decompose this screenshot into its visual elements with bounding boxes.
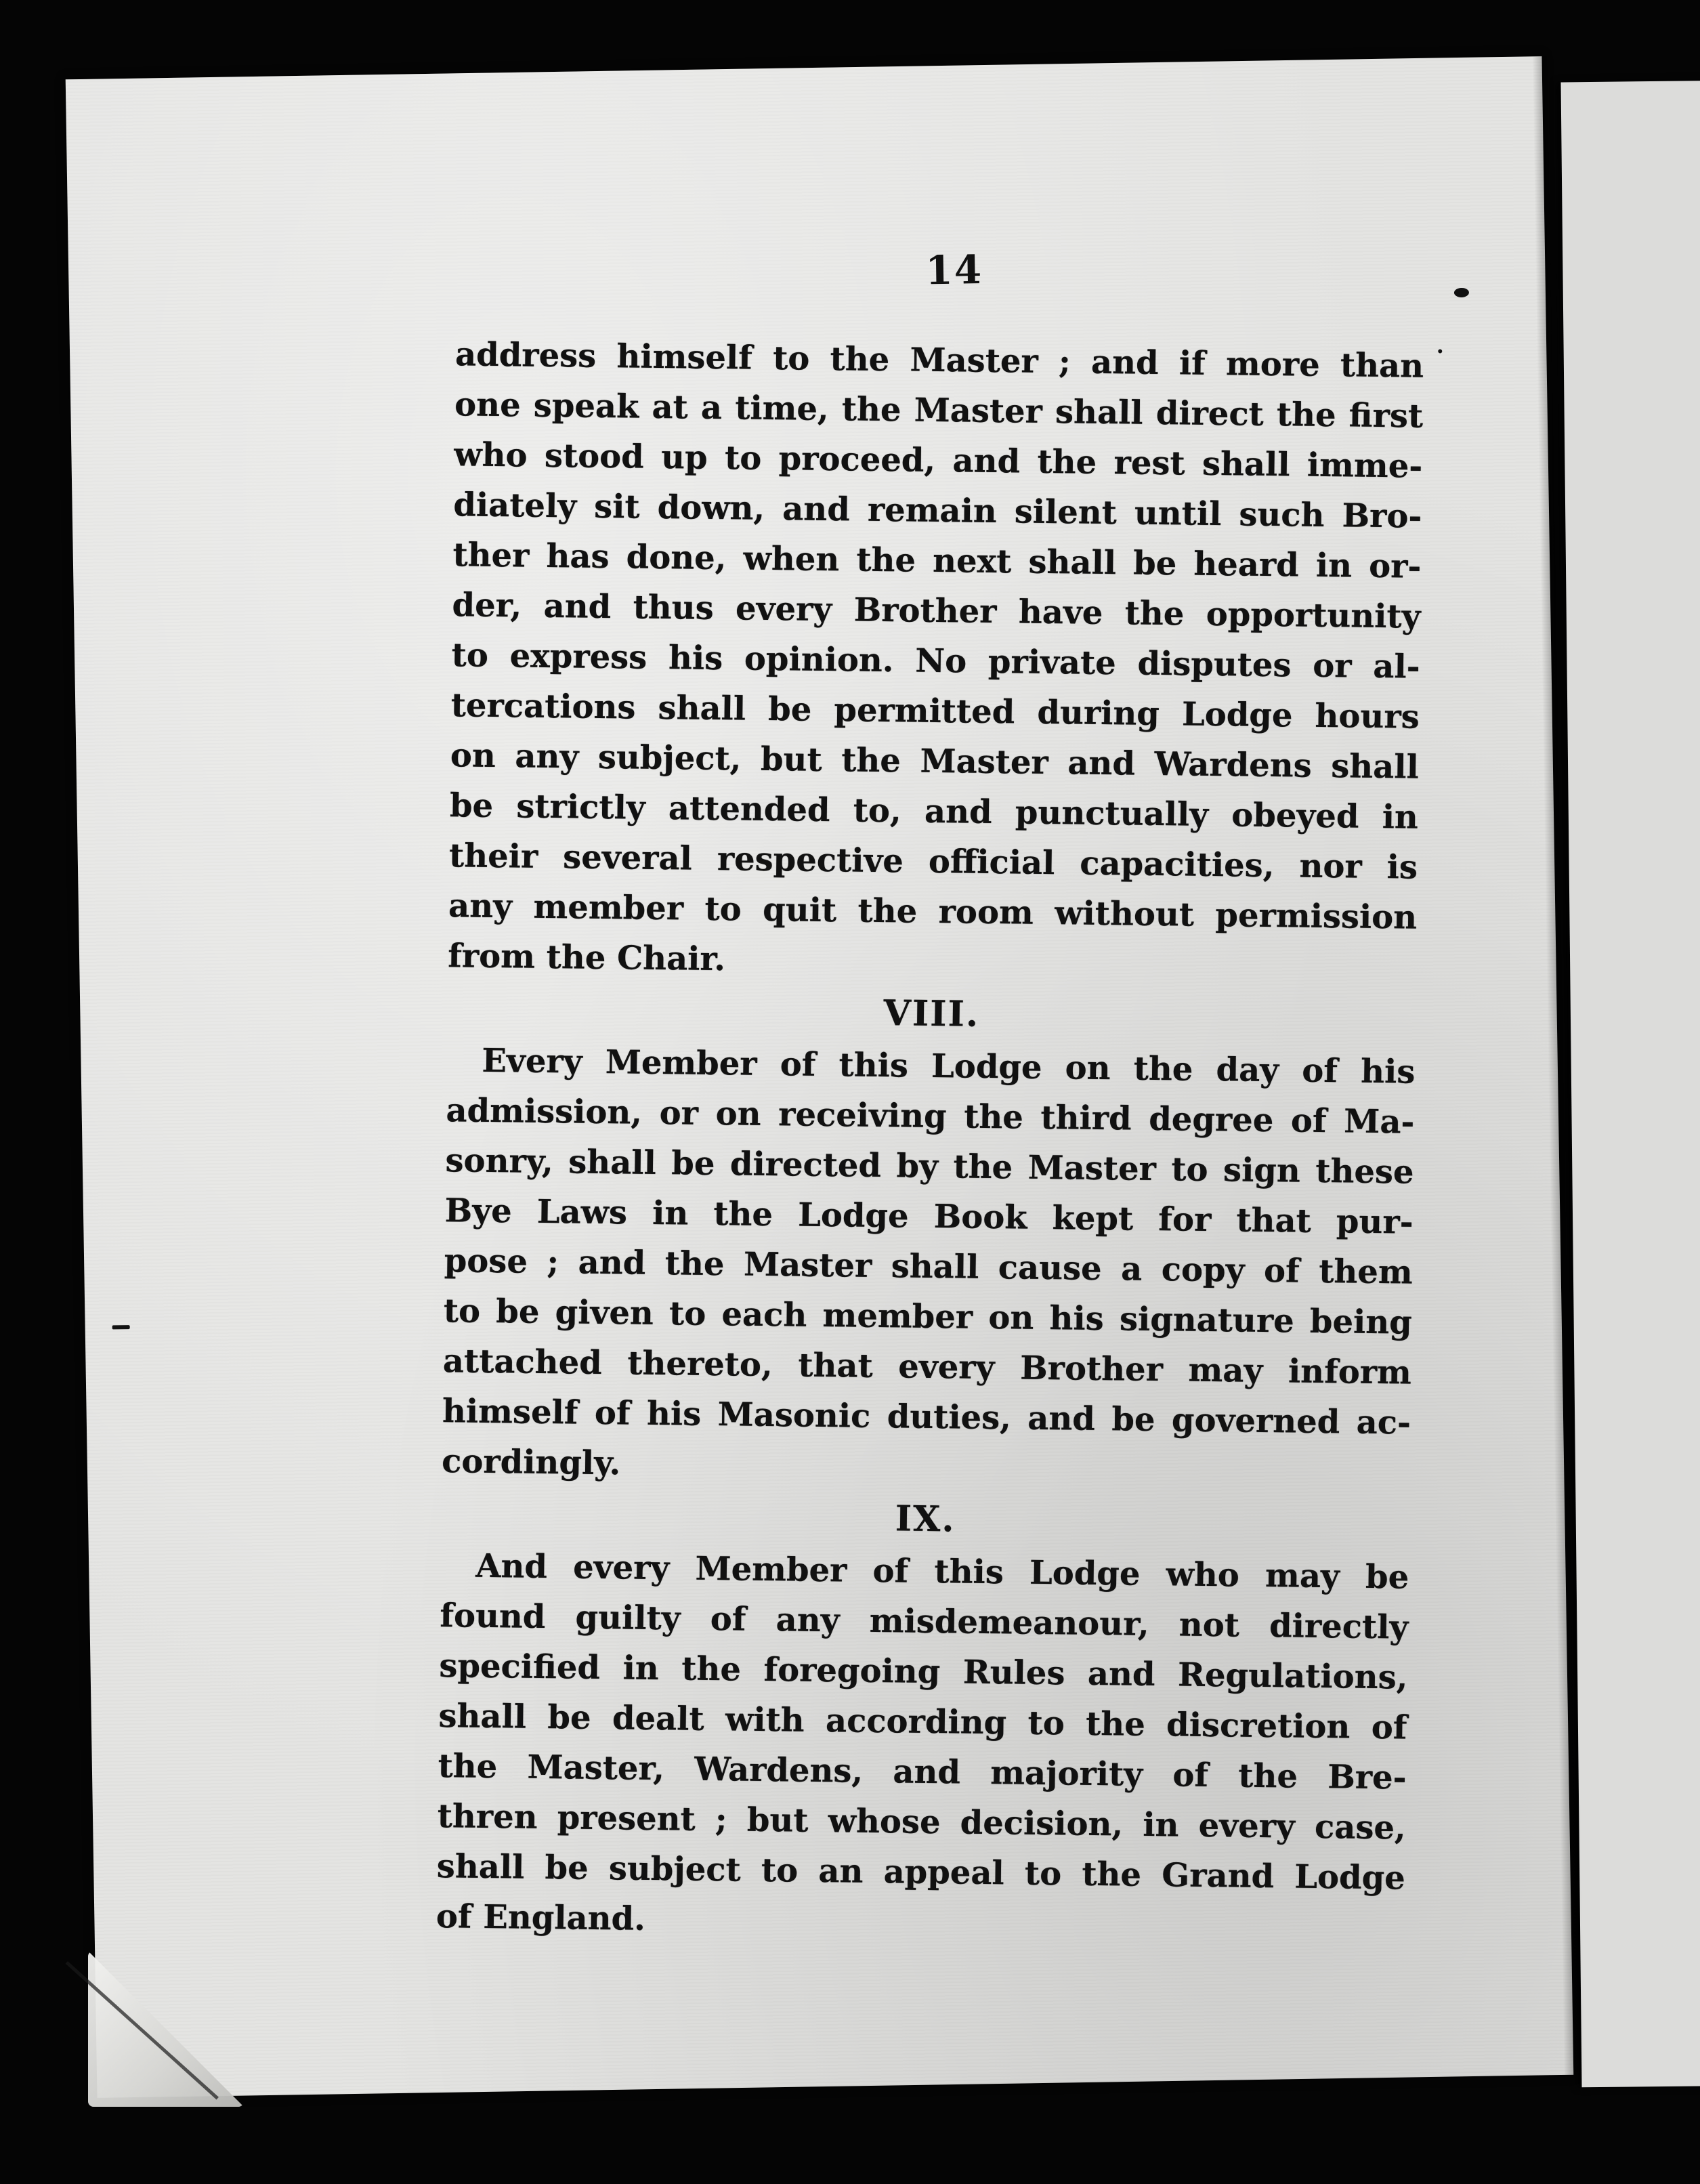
text-line: on any subject, but the Master and Wardens shall [450, 736, 1420, 786]
text-line: any member to quit the room without permission [448, 887, 1418, 937]
text-line: address himself to the Master ; and if more than [454, 335, 1424, 385]
text-line: their several respective official capacities, nor is [448, 837, 1418, 887]
section-heading-viii: VIII. [883, 992, 980, 1035]
text-line: who stood up to proceed, and the rest shall imme- [453, 436, 1423, 486]
text-line: pose ; and the Master shall cause a copy of them [444, 1242, 1414, 1292]
text-line: Bye Laws in the Lodge Book kept for that pur- [444, 1192, 1414, 1242]
text-line: cordingly. [441, 1442, 621, 1483]
text-line: to express his opinion. No private disputes or al- [451, 636, 1420, 686]
ink-speck [112, 1325, 130, 1329]
text-line: thren present ; but whose decision, in every case, [437, 1797, 1407, 1847]
ink-speck [1454, 288, 1469, 297]
text-line: himself of his Masonic duties, and be governed ac- [442, 1392, 1411, 1442]
text-line: from the Chair. [447, 937, 726, 979]
text-line: sonry, shall be directed by the Master to sign these [445, 1141, 1414, 1192]
page-body-text [436, 329, 1424, 1953]
text-line: tercations shall be permitted during Lodge hours [450, 686, 1420, 736]
text-line: admission, or on receiving the third degree of Ma- [446, 1091, 1415, 1141]
text-line: Every Member of this Lodge on the day of his [482, 1041, 1416, 1091]
text-line: be strictly attended to, and punctually obeyed in [449, 786, 1419, 837]
text-line: shall be subject to an appeal to the Grand Lodge [436, 1847, 1406, 1897]
text-line: found guilty of any misdemeanour, not directly [440, 1597, 1409, 1647]
text-line: the Master, Wardens, and majority of the Bre- [438, 1747, 1407, 1797]
text-line: ther has done, when the next shall be heard in or- [452, 536, 1422, 586]
ink-speck [1438, 349, 1442, 353]
text-line: to be given to each member on his signature being [443, 1292, 1413, 1342]
text-line: der, and thus every Brother have the opportunity [452, 586, 1421, 636]
text-line: diately sit down, and remain silent until such Bro- [453, 486, 1422, 536]
section-heading-ix: IX. [895, 1498, 956, 1540]
adjacent-page-edge [1561, 81, 1700, 2088]
text-line: one speak at a time, the Master shall direct the first [454, 385, 1424, 436]
text-line: of England. [435, 1897, 646, 1938]
text-line: shall be dealt with according to the discretion of [438, 1697, 1407, 1747]
book-page [66, 56, 1574, 2098]
text-line: specified in the foregoing Rules and Regulations, [439, 1647, 1408, 1697]
text-line: attached thereto, that every Brother may inform [442, 1342, 1412, 1392]
page-number: 14 [925, 247, 983, 294]
text-line: And every Member of this Lodge who may be [475, 1547, 1409, 1597]
